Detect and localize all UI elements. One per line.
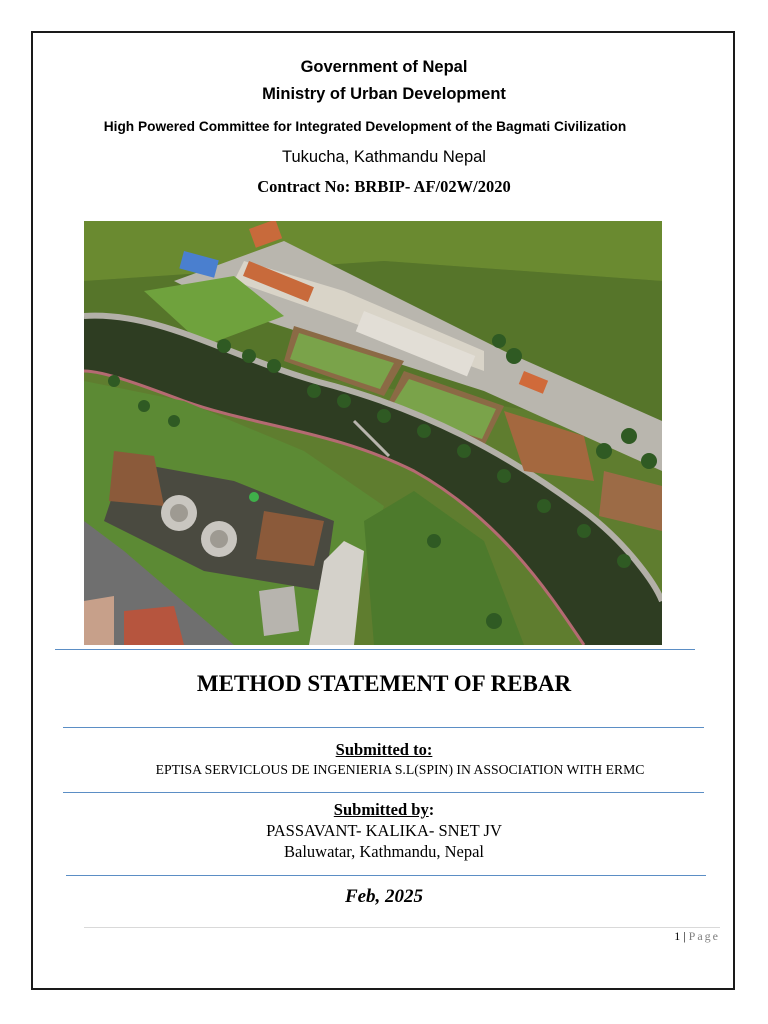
footer-rule [84,927,720,928]
page-footer [674,929,720,944]
page-number: 1 [674,929,681,943]
submitted-to-value: EPTISA SERVICLOUS DE INGENIERIA S.L(SPIN) IN ASSOCIATION WITH ERMC [155,762,645,777]
divider-line [63,792,704,793]
divider-line [63,727,704,728]
page-separator: | [680,929,689,943]
submitted-by-name: PASSAVANT- KALIKA- SNET JV [266,821,502,840]
government-heading: Government of Nepal [300,58,468,76]
divider-line [66,875,706,876]
page-label: Page [688,929,720,943]
aerial-render-image [84,221,662,645]
ministry-heading: Ministry of Urban Development [262,85,506,103]
document-title: METHOD STATEMENT OF REBAR [196,671,572,696]
submitted-by-label-text: Submitted by [333,800,429,819]
submitted-to-label: Submitted to: [335,740,433,759]
submitted-by-colon: : [428,800,435,819]
committee-heading: High Powered Committee for Integrated Development of the Bagmati Civilization [103,119,627,134]
location-text: Tukucha, Kathmandu Nepal [282,148,486,166]
divider-line [55,649,695,650]
contract-number: Contract No: BRBIP- AF/02W/2020 [257,177,511,196]
document-date: Feb, 2025 [344,886,424,907]
submitted-by-address: Baluwatar, Kathmandu, Nepal [283,842,485,861]
submitted-by-label [0,800,768,820]
